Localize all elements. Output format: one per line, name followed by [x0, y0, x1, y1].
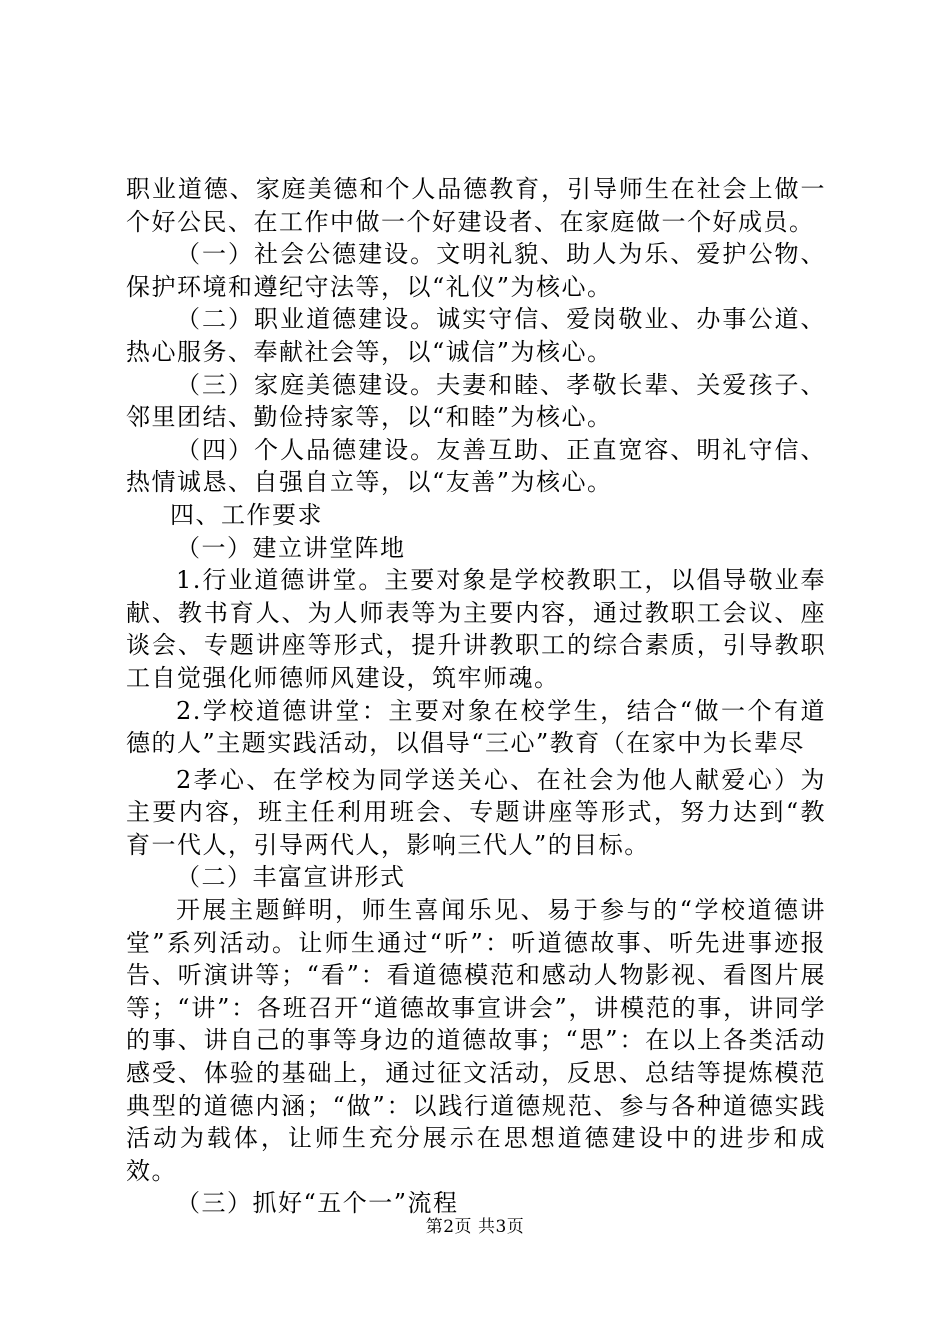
- paragraph-lecture-activities: 开展主题鲜明，师生喜闻乐见、易于参与的“学校道德讲堂”系列活动。让师生通过“听”：听道德故事、听先进事迹报告、听演讲等；“看”：看道德模范和感动人物影视、看图片展等；“讲”：各班召开“道德故事宣讲会”，讲模范的事，讲同学的事、讲自己的事等身边的道德故事；“思”：在以上各类活动感受、体验的基础上，通过征文活动，反思、总结等提炼模范典型的道德内涵；“做”：以践行道德规范、参与各种道德实践活动为载体，让师生充分展示在思想道德建设中的进步和成效。: [126, 896, 826, 1185]
- page-number-footer: 第2页 共3页: [425, 1217, 525, 1237]
- paragraph-social-morality: （一）社会公德建设。文明礼貌、助人为乐、爱护公物、保护环境和遵纪守法等，以“礼仪”为核心。: [126, 240, 826, 301]
- paragraph-professional-ethics: （二）职业道德建设。诚实守信、爱岗敬业、办事公道、热心服务、奉献社会等，以“诚信”为核心。: [126, 305, 826, 366]
- paragraph-school-moral-lecture-continued: 2孝心、在学校为同学送关心、在社会为他人献爱心）为主要内容，班主任利用班会、专题讲座等形式，努力达到“教育一代人，引导两代人，影响三代人”的目标。: [126, 765, 826, 859]
- document-body: [126, 173, 826, 1220]
- paragraph-industry-moral-lecture: 1.行业道德讲堂。主要对象是学校教职工，以倡导敬业奉献、教书育人、为人师表等为主要内容，通过教职工会议、座谈会、专题讲座等形式，提升讲教职工的综合素质，引导教职工自觉强化师德师风建设，筑牢师魂。: [126, 566, 826, 692]
- subheading-enrich-forms: （二）丰富宣讲形式: [176, 863, 406, 892]
- paragraph-personal-virtue: （四）个人品德建设。友善互助、正直宽容、明礼守信、热情诚恳、自强自立等，以“友善”为核心。: [126, 435, 826, 497]
- paragraph-moral-education-intro: 职业道德、家庭美德和个人品德教育，引导师生在社会上做一个好公民、在工作中做一个好建设者、在家庭做一个好成员。: [126, 175, 826, 236]
- paragraph-school-moral-lecture: 2.学校道德讲堂：主要对象在校学生，结合“做一个有道德的人”主题实践活动，以倡导“三心”教育（在家中为长辈尽: [126, 696, 826, 758]
- subheading-build-lecture-hall: （一）建立讲堂阵地: [176, 533, 406, 562]
- paragraph-family-virtue: （三）家庭美德建设。夫妻和睦、孝敬长辈、关爱孩子、邻里团结、勤俭持家等，以“和睦”为核心。: [126, 370, 826, 432]
- section-heading-work-requirements: 四、工作要求: [170, 500, 323, 529]
- subheading-five-ones-process: （三）抓好“五个一”流程: [176, 1189, 459, 1218]
